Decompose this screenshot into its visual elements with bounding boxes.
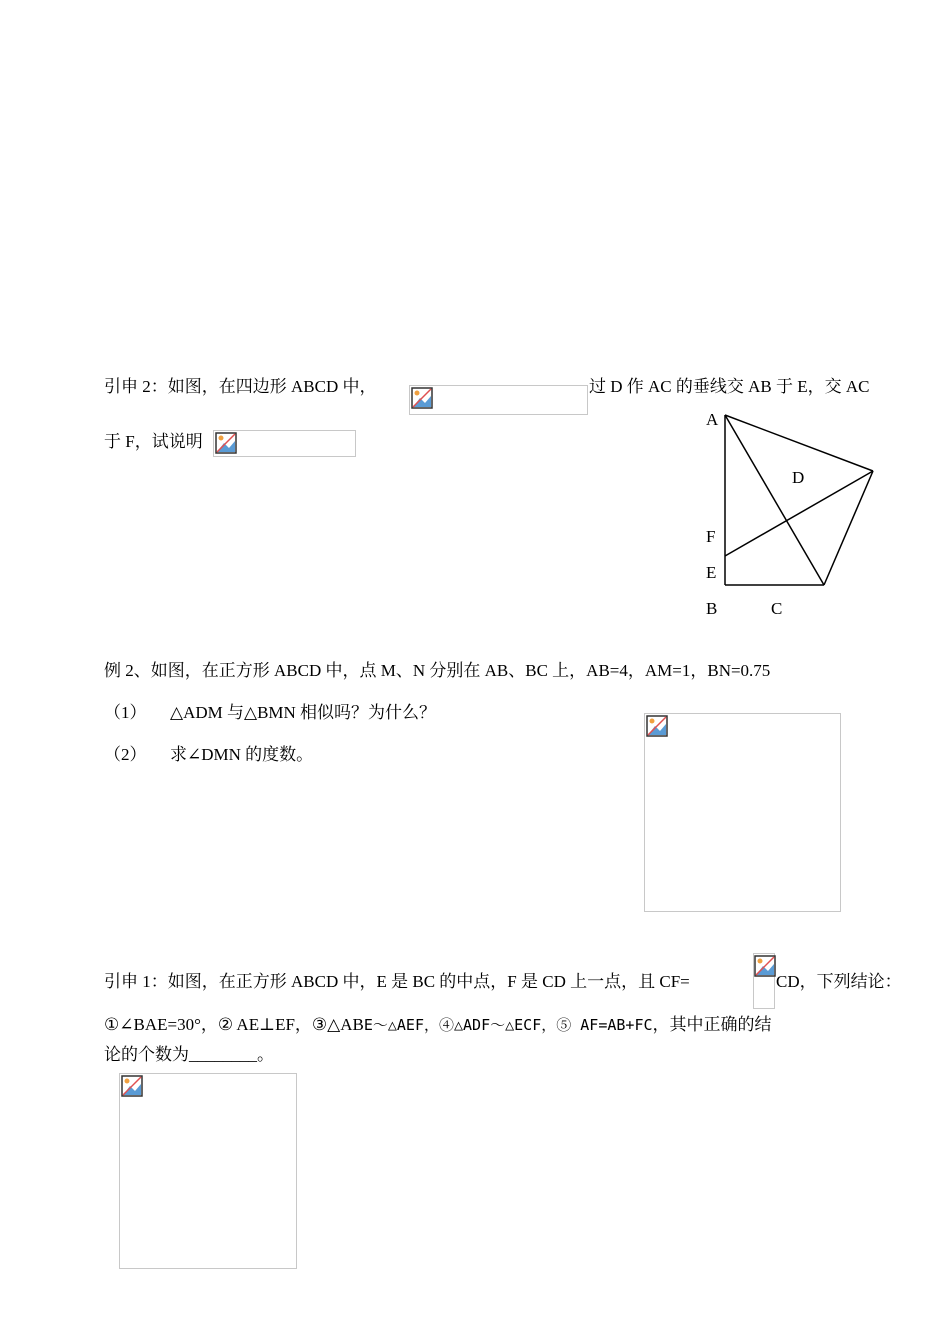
ext2-conclusion-image: [213, 430, 356, 457]
ext1-text-part1: 引申 1：如图，在正方形 ABCD 中，E 是 BC 的中点，F 是 CD 上一点，且 CF=: [104, 972, 690, 991]
ext1-conclusions-b: E～△AEF，④△ADF～△ECF，⑤ AF=AB+FC: [363, 1016, 653, 1034]
ex2-q1-number: （1）: [104, 703, 147, 722]
point-label-b: B: [706, 599, 718, 618]
ext2-text-part2: 过 D 作 AC 的垂线交 AB 于 E，交 AC: [589, 377, 870, 396]
broken-image-icon: [754, 955, 776, 977]
ext1-fraction-image: [753, 953, 775, 1009]
ex2-q2-number: （2）: [104, 745, 147, 764]
broken-image-icon: [215, 432, 237, 454]
broken-image-icon: [411, 387, 433, 409]
ext1-answer-line: 论的个数为________。: [104, 1045, 274, 1064]
point-label-a: A: [706, 410, 719, 429]
point-label-f: F: [706, 527, 716, 546]
broken-image-icon: [646, 715, 668, 737]
ext1-conclusions-line: [104, 1014, 772, 1036]
ext1-text-part2: CD，下列结论：: [776, 972, 902, 991]
point-label-e: E: [706, 563, 717, 582]
ext1-conclusions-c: ，其中正确的结: [652, 1015, 772, 1034]
ext2-condition-image: [409, 385, 588, 415]
quadrilateral-figure: [700, 400, 900, 630]
ex2-q1-text: △ADM 与△BMN 相似吗？为什么？: [170, 703, 437, 722]
ext1-figure-image: [119, 1073, 297, 1269]
ext2-text-part1: 引申 2：如图，在四边形 ABCD 中，: [104, 377, 377, 396]
point-label-d: D: [792, 468, 805, 487]
ex2-title: 例 2、如图，在正方形 ABCD 中，点 M、N 分别在 AB、BC 上，AB=4，AM=1，BN=0.75: [104, 661, 771, 680]
ext1-conclusions-a: ①∠BAE=30°，② AE⊥EF，③△AB: [104, 1015, 364, 1034]
ex2-figure-image: [644, 713, 841, 912]
ex2-q2-text: 求∠DMN 的度数。: [170, 745, 314, 764]
broken-image-icon: [121, 1075, 143, 1097]
point-label-c: C: [771, 599, 783, 618]
ext2-text-line2: 于 F，试说明: [104, 432, 203, 451]
